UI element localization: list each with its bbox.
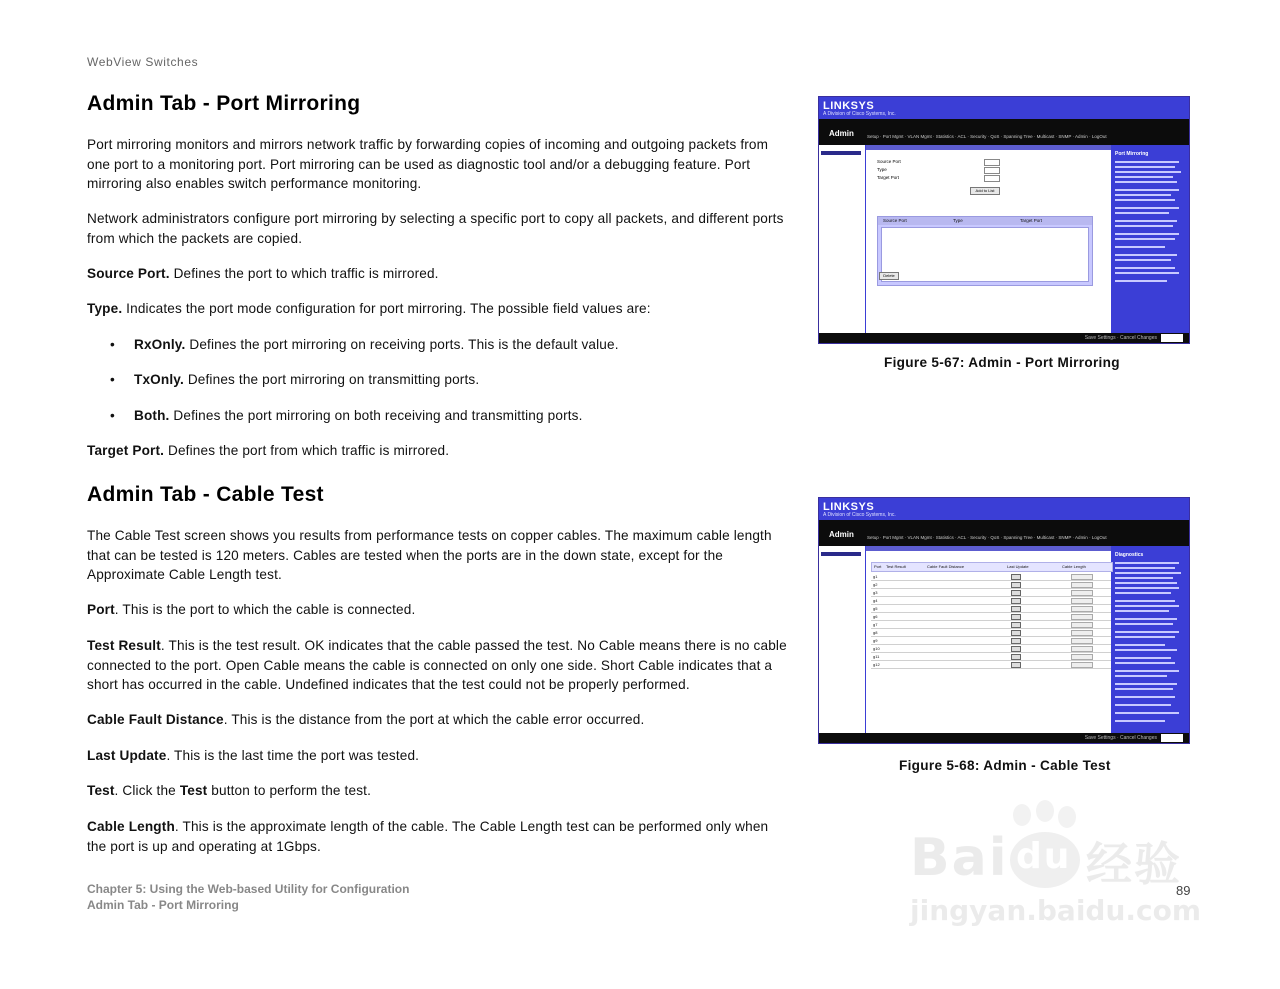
screenshot-page-label: Admin [829,530,854,539]
definition: Defines the port mirroring on both receiving and transmitting ports. [169,408,583,423]
mirroring-table [877,216,1093,286]
field-label-type: Type [877,167,887,172]
cable-test-row [871,637,1111,645]
field-label-source-port: Source Port [877,159,901,164]
cable-test-row [871,597,1111,605]
cable-length-button [1071,646,1093,652]
definition: . This is the approximate length of the cable. The Cable Length test can be performed only when the port is up and operating at 1Gbps. [87,819,769,854]
def-last-update [87,746,787,766]
cable-test-header-row [871,562,1113,572]
term: Test Result [87,638,161,653]
cable-test-row [871,589,1111,597]
cable-length-button [1071,574,1093,580]
port-mirroring-intro-2: Network administrators configure port mirroring by selecting a specific port to copy all packets, and different ports from which the packets are copied. [87,211,784,246]
port-id: g1 [873,574,878,579]
screenshot-nav-tabs: Setup · Port Mgmt · VLAN Mgmt · Statistics · ACL · Security · QoS · Spanning Tree · Multicast · SNMP · Admin · LogOut [867,134,1107,139]
cable-length-button [1071,606,1093,612]
definition: . This is the test result. OK indicates that the cable passed the test. No Cable means there is no cable connected to the port. Open Cable means the cable is connected on only one side. Short Cable indicates that a short has occurred in the cable. Undefined indicates that the test could not be properly performed. [87,638,787,692]
logo-subtext: A Division of Cisco Systems, Inc. [823,111,896,117]
cable-length-button [1071,654,1093,660]
definition: Indicates the port mode configuration for port mirroring. The possible field values are: [122,301,651,316]
bullet-txonly: • TxOnly. Defines the port mirroring on transmitting ports. [110,372,480,387]
figure-port-mirroring-screenshot [818,96,1190,344]
cable-test-row [871,613,1111,621]
cable-length-button [1071,614,1093,620]
cable-test-row [871,661,1111,669]
def-target-port [87,441,787,461]
definition: . This is the port to which the cable is connected. [114,602,416,617]
test-button [1011,574,1021,580]
test-button [1011,654,1021,660]
screenshot-nav-tabs: Setup · Port Mgmt · VLAN Mgmt · Statistics · ACL · Security · QoS · Spanning Tree · Multicast · SNMP · Admin · LogOut [867,535,1107,540]
test-button [1011,598,1021,604]
help-title: Diagnostics [1115,552,1144,558]
port-id: g5 [873,606,878,611]
definition: . This is the last time the port was tested. [166,748,420,763]
figure-caption-67: Figure 5-67: Admin - Port Mirroring [884,355,1120,370]
cable-length-button [1071,582,1093,588]
port-id: g8 [873,630,878,635]
def-test [87,781,787,801]
test-button [1011,622,1021,628]
def-cable-fault-distance [87,710,787,730]
target-port-select [984,175,1000,182]
term: RxOnly. [134,337,186,352]
test-button [1011,630,1021,636]
figure-cable-test-screenshot [818,497,1190,744]
col-cable-fault-distance: Cable Fault Distance [927,564,965,569]
definition: Defines the port mirroring on receiving ports. This is the default value. [185,337,619,352]
footer-chapter: Chapter 5: Using the Web-based Utility for Configuration [87,882,410,896]
port-id: g3 [873,590,878,595]
col-type: Type [953,218,963,223]
screenshot-nav [819,119,1189,145]
cable-length-button [1071,630,1093,636]
bullet-rxonly: • RxOnly. Defines the port mirroring on receiving ports. This is the default value. [110,337,619,352]
def-test-result [87,636,787,695]
logo-subtext: A Division of Cisco Systems, Inc. [823,512,896,518]
baidu-jingyan-watermark: Bai du 经验 jingyan.baidu.com [908,800,1208,940]
def-cable-length [87,817,787,856]
screenshot-page-label: Admin [829,129,854,138]
definition: Defines the port to which traffic is mirrored. [169,266,439,281]
running-header: WebView Switches [87,55,199,69]
screenshot-subnav [865,145,1111,150]
term: Last Update [87,748,167,763]
col-last-update: Last Update [1007,564,1029,569]
term: Cable Fault Distance [87,712,224,727]
port-id: g12 [873,662,880,667]
term: Cable Length [87,819,175,834]
definition: button to perform the test. [207,783,371,798]
col-target-port: Target Port [1020,218,1043,223]
term: TxOnly. [134,372,184,387]
port-id: g9 [873,638,878,643]
test-button [1011,606,1021,612]
cable-length-button [1071,622,1093,628]
test-button [1011,582,1021,588]
screenshot-footer: Save Settings · Cancel Changes [819,333,1189,343]
port-id: g6 [873,614,878,619]
cable-test-row [871,629,1111,637]
definition: . This is the distance from the port at which the cable error occurred. [223,712,645,727]
cable-length-button [1071,590,1093,596]
col-cable-length: Cable Length [1062,564,1086,569]
figure-caption-68: Figure 5-68: Admin - Cable Test [899,758,1111,773]
test-button [1011,646,1021,652]
term: Both. [134,408,170,423]
port-id: g2 [873,582,878,587]
def-source-port [87,264,787,284]
term: Test [87,783,115,798]
field-label-target-port: Target Port [877,175,900,180]
cable-test-row [871,645,1111,653]
col-port: Port [874,564,882,569]
cable-length-button [1071,598,1093,604]
section-title-cable-test: Admin Tab - Cable Test [87,483,324,506]
cisco-logo [1161,334,1183,342]
section-title-port-mirroring: Admin Tab - Port Mirroring [87,92,361,115]
term: Type. [87,301,123,316]
test-button [1011,638,1021,644]
help-title: Port Mirroring [1115,151,1149,157]
bullet-both: • Both. Defines the port mirroring on both receiving and transmitting ports. [110,408,583,423]
screenshot-nav [819,520,1189,546]
term: Target Port. [87,443,165,458]
linksys-logo: LINKSYS [823,100,875,112]
screenshot-left-column [819,546,866,733]
term-test-button: Test [179,783,208,798]
cable-length-button [1071,638,1093,644]
page-number: 89 [1176,883,1191,898]
add-to-list-button: Add to List [970,187,1000,195]
definition: Defines the port mirroring on transmitting ports. [183,372,480,387]
port-id: g11 [873,654,880,659]
footer-section: Admin Tab - Port Mirroring [87,898,239,912]
test-button [1011,662,1021,668]
screenshot-left-column [819,145,866,333]
screenshot-help-panel [1111,546,1189,733]
port-mirroring-intro-1: Port mirroring monitors and mirrors network traffic by forwarding copies of incoming and outgoing packets from one port to a monitoring port. Port mirroring can be used as diagnostic tool and/or a debugging feature. Port mirroring also enables switch performance monitoring. [87,137,769,191]
cable-test-row [871,581,1111,589]
definition-start: . Click the [114,783,180,798]
col-test-result: Test Result [886,564,906,569]
cable-test-intro: The Cable Test screen shows you results from performance tests on copper cables. The maximum cable length that can be tested is 120 meters. Cables are tested when the ports are in the down state, except for the Approximate Cable Length test. [87,528,772,582]
cable-test-row [871,605,1111,613]
cable-test-row [871,653,1111,661]
term: Source Port. [87,266,170,281]
cable-length-button [1071,662,1093,668]
type-select [984,167,1000,174]
test-button [1011,614,1021,620]
cable-test-row [871,621,1111,629]
port-id: g4 [873,598,878,603]
screenshot-footer: Save Settings · Cancel Changes [819,733,1189,743]
cisco-logo [1161,734,1183,742]
screenshot-help-panel [1111,145,1189,333]
term: Port [87,602,115,617]
definition: Defines the port from which traffic is mirrored. [164,443,450,458]
def-port [87,600,787,620]
delete-button: Delete [879,272,899,280]
col-source-port: Source Port [883,218,907,223]
cable-test-row [871,573,1111,581]
port-id: g10 [873,646,880,651]
screenshot-subnav [865,546,1111,551]
port-id: g7 [873,622,878,627]
linksys-logo: LINKSYS [823,501,875,513]
test-button [1011,590,1021,596]
def-type [87,299,787,319]
source-port-select [984,159,1000,166]
